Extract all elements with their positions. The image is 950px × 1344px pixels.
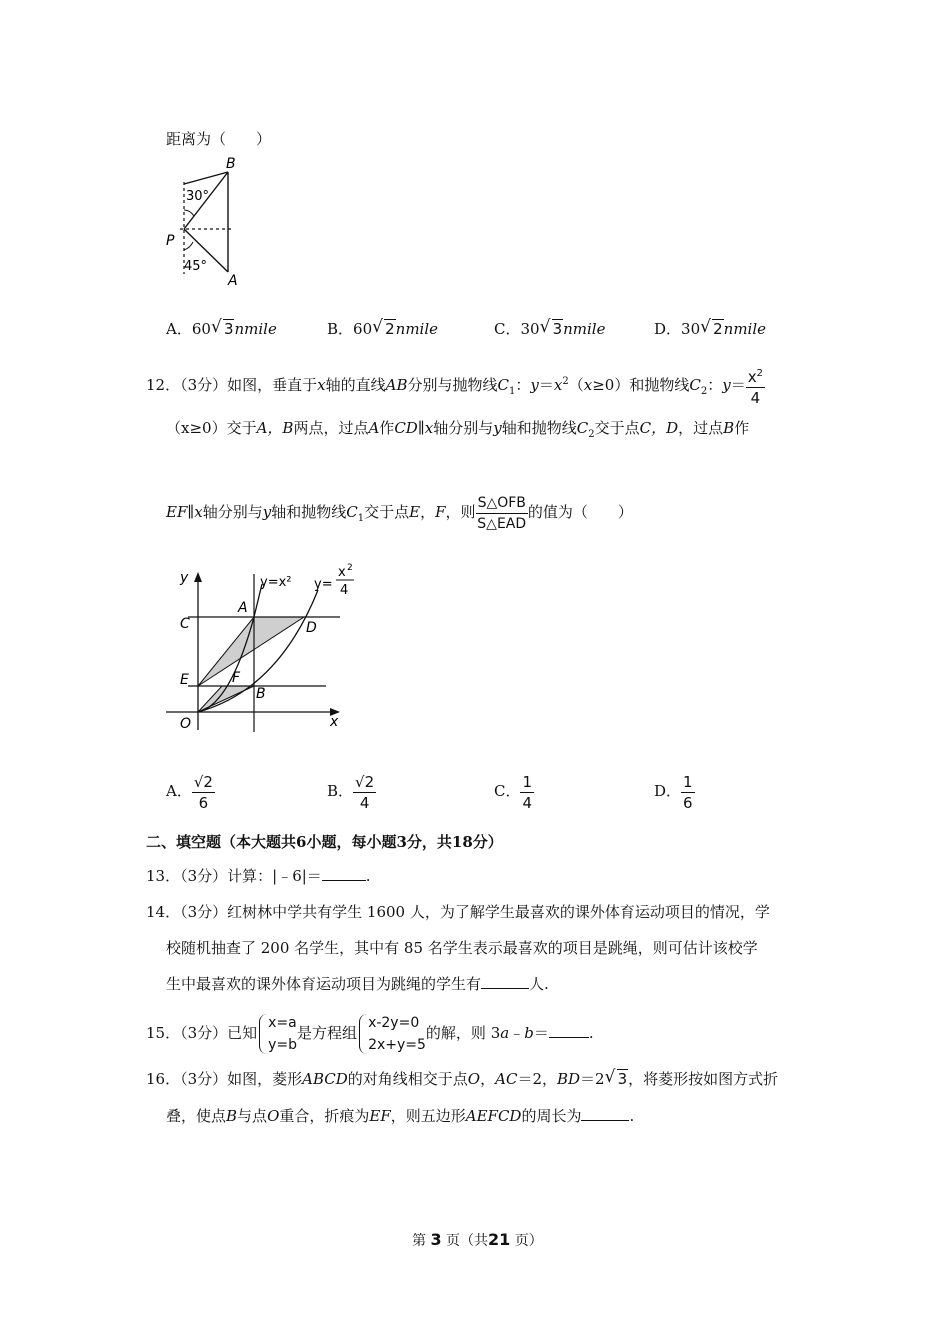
q12-fig-y-axis: y	[180, 570, 189, 586]
q12-fig-d: D	[306, 620, 317, 636]
q12-figure	[160, 560, 360, 735]
page-footer: 第 3 页（共21 页）	[412, 1230, 543, 1249]
q12-fig-o: O	[180, 716, 192, 732]
q16-answer-blank[interactable]	[581, 1120, 629, 1121]
q11-stem-tail: 距离为（ ）	[166, 130, 272, 148]
q12-fig-curve1: y=x²	[260, 575, 292, 590]
q12-line3: EF∥x轴分别与y轴和抛物线$C_1$交于点E，F，则 $\frac{\text{S△OFB}}{\text{S△EAD}}$ 的值为（ ）	[166, 494, 633, 532]
q12-fig-curve2-sup: 2	[347, 563, 353, 573]
q15-answer-blank[interactable]	[549, 1037, 589, 1038]
q12-option-c: C． $\frac{1}{4}$	[494, 772, 533, 812]
q13: 13．（3分）计算：|﹣6|＝ .	[146, 867, 371, 885]
q11-fig-angle-30: 30°	[186, 189, 210, 204]
section-title: 二、填空题（本大题共6小题，每小题3分，共18分）	[146, 833, 503, 851]
q11-fig-label-a: A	[228, 273, 238, 289]
q11-fig-label-p: P	[166, 233, 175, 249]
q12-fig-a: A	[238, 600, 248, 616]
q16-line2: 叠，使点B与点O重合，折痕为EF，则五边形AEFCD的周长为 .	[166, 1107, 635, 1125]
q12-fig-curve2-prefix: y=	[314, 577, 333, 592]
q11-option-a: A．60√ 3nmile	[166, 318, 277, 339]
q12-fig-f: F	[232, 670, 241, 686]
q12-fig-b: B	[256, 686, 266, 702]
q14-line2: 校随机抽查了 200 名学生，其中有 85 名学生表示最喜欢的项目是跳绳，则可估计该校学	[166, 939, 758, 957]
q12-line1: 12．（3分）如图，垂直于x轴的直线AB分别与抛物线$C_1$：$y=x^2(x\ge 0)$和抛物线$C_2$：y＝ $\frac{x^2}{4}$	[146, 360, 765, 404]
q14-line1: 14．（3分）红树林中学共有学生 1600 人，为了解学生最喜欢的课外体育运动项目的情况，学	[146, 903, 770, 921]
q11-fig-angle-45: 45°	[184, 259, 208, 274]
q12-fig-x-axis: x	[330, 714, 339, 730]
q11-option-c: C．30√ 3nmile	[494, 318, 605, 339]
q12-fig-e: E	[180, 672, 189, 688]
q11-option-b: B．60√ 2nmile	[327, 318, 438, 339]
q15: 15．（3分）已知 x=a y=b 是方程组 x-2y=0 2x+y=5 的解，则 3a﹣b＝ .	[146, 1008, 594, 1058]
q11-option-d: D．30√ 2nmile	[654, 318, 766, 339]
q12-fig-curve2-num: x	[338, 565, 346, 580]
q14-line3: 生中最喜欢的课外体育运动项目为跳绳的学生有 人.	[166, 975, 549, 993]
q16-line1: 16．（3分）如图，菱形ABCD的对角线相交于点O，AC＝2，BD＝2√ 3，将菱形按如图方式折	[146, 1068, 778, 1089]
q12-option-d: D． $\frac{1}{6}$	[654, 772, 693, 812]
q13-answer-blank[interactable]	[322, 880, 366, 881]
q12-fig-c: C	[180, 616, 190, 632]
q12-option-b: B． $\frac{√2}{4}$	[327, 772, 375, 812]
q12-fig-curve2-den: 4	[340, 583, 349, 598]
q12-line2: （x≥0）交于A，B两点，过点A作CD∥x轴分别与y轴和抛物线$C_2$交于点C，D，过点B作	[166, 419, 750, 440]
q12-option-a: A． $\frac{√2}{6}$	[166, 772, 213, 812]
q11-figure	[160, 152, 260, 292]
q11-fig-label-b: B	[226, 156, 236, 172]
q14-answer-blank[interactable]	[481, 988, 529, 989]
